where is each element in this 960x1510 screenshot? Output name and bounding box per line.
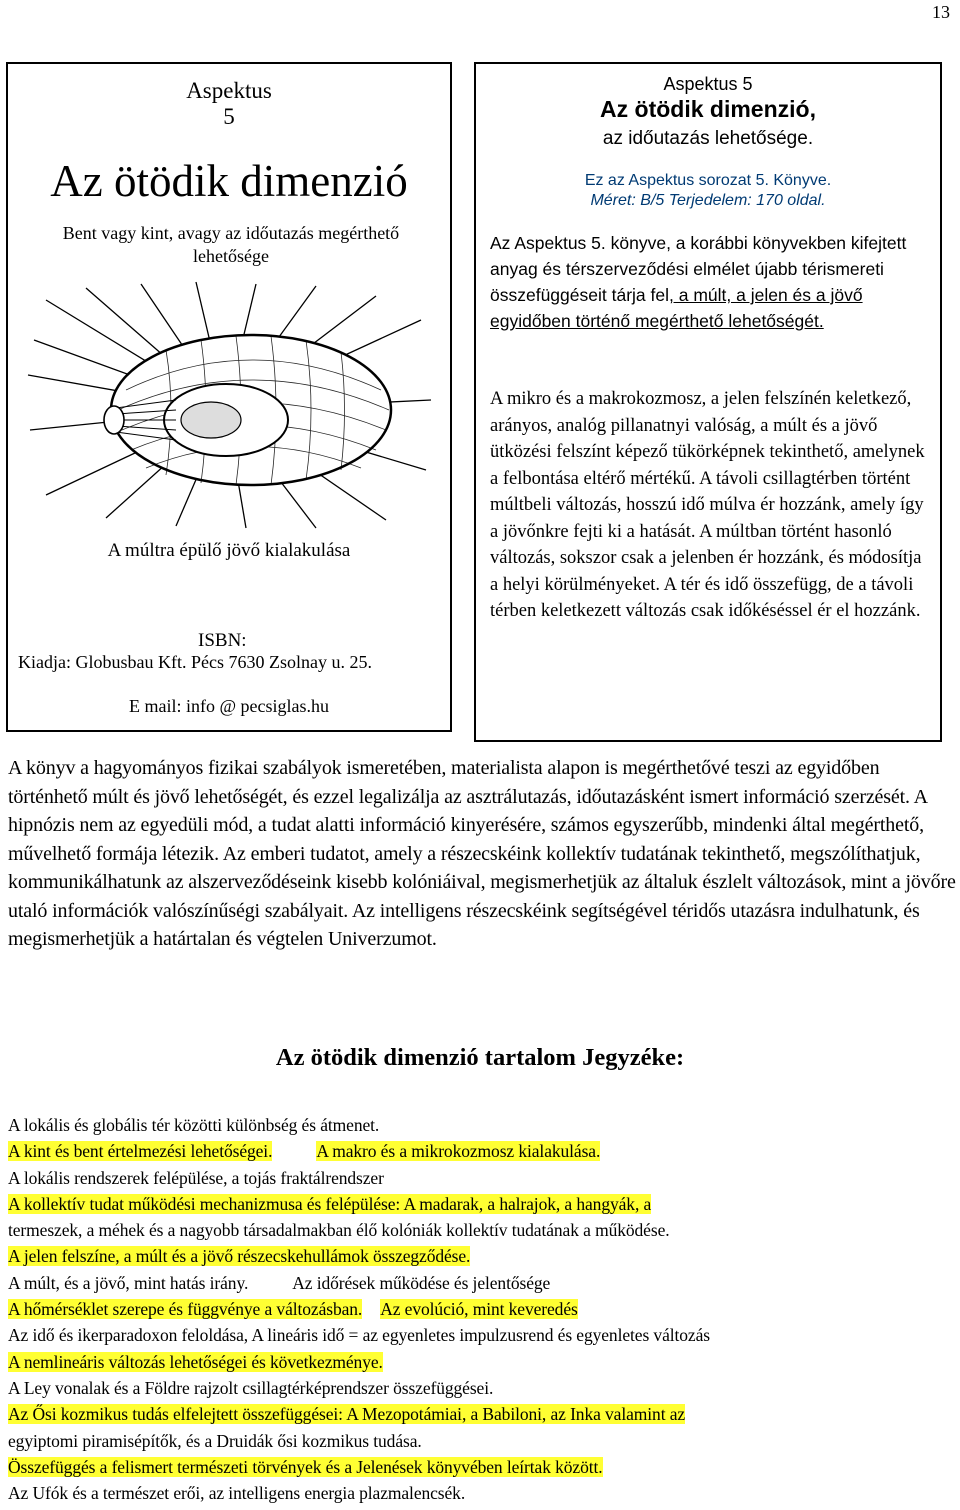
main-paragraph: A könyv a hagyományos fizikai szabályok ismeretében, materialista alapon is megérthetővé teszi az egyidőben történhető múlt és jövő lehetőségét, és ezzel legalizálja az asztrálutazás, időutazásként ismert információ szerzését. A hipnózis nem az egyedüli mód, a tudat alatti információ kinyerésére, számos egyszerűbb, mindenki által megérthető, művelhető formája létezik. Az emberi tudatot, amely a részecskéink kollektív tudatának tekinthető, megszólíthatjuk, kommunikálhatunk az alszerveződéseink kisebb kolóniáival, megismerhetjük az általuk észlelt változások, mint a jövőre utaló információk valószínűségi szabályait. Az intelligens részecskéink segítségével téridős utazásra indulhatunk, és megismerhetjük a határtalan és végtelen Univerzumot. [8,757,956,950]
cover-series [8,78,450,130]
toc-line [8,1270,958,1296]
toc-line [8,1454,958,1480]
desc-paragraph-2: A mikro és a makrokozmosz, a jelen felszínén keletkező, arányos, analóg pillanatnyi valóság, a múlt és a jövő ütközési felszínt képező tükörképnek tekinthető, amelynek a felbontása eltérő mértékű. A távoli csillagtérben történt múltbeli változás, hosszú idő múlva ér hozzánk, amely így a jövőnkre fejti ki a hatását. A múltban történt hasonló változás, sokszor csak a jelenben ér hozzánk, és módosítja a helyi körülményeket. A tér és idő összefügg, de a távoli térben keletkezett változás csak időkéséssel ér el hozzánk. [490,389,925,621]
toc-text: A Ley vonalak és a Földre rajzolt csillagtérképrendszer összefüggései. [8,1377,494,1398]
toc-text: Az Ufók és a természet erői, az intelligens energia plazmalencsék. [8,1483,466,1504]
description-box [474,62,942,742]
toc-text: A lokális rendszerek felépülése, a tojás fraktálrendszer [8,1167,384,1188]
desc-label: Aspektus 5 [663,74,753,94]
toc-line [8,1165,958,1191]
cover-series-name: Aspektus [186,78,272,103]
toc-line [8,1138,958,1164]
toc-text-highlighted: A jelen felszíne, a múlt és a jövő részecskehullámok összegződése. [8,1246,471,1267]
radiolarian-illustration-icon [26,280,436,530]
cover-publisher: Kiadja: Globusbau Kft. Pécs 7630 Zsolnay u. 25. [18,652,372,672]
toc-line [8,1375,958,1401]
cover-subtitle: Bent vagy kint, avagy az időutazás megérthető lehetősége [62,223,400,266]
toc-text-highlighted: A kint és bent értelmezési lehetőségei. [8,1141,273,1162]
desc-paragraph-1 [490,230,932,334]
toc-line [8,1349,958,1375]
desc-title: Az ötödik dimenzió, [600,96,816,122]
toc-line [8,1112,958,1138]
toc-text: Az idő és ikerparadoxon feloldása, A lineáris idő = az egyenletes impulzusrend és egyenletes változás [8,1325,710,1346]
page-number: 13 [932,2,950,22]
cover-isbn: ISBN: [198,630,247,651]
cover-series-number: 5 [223,104,235,129]
toc-text-highlighted: A hőmérséklet szerepe és függvénye a változásban. [8,1299,363,1320]
toc-list [8,1112,958,1506]
toc-text-highlighted: Az Ősi kozmikus tudás elfelejtett összefüggései: A Mezopotámiai, a Babiloni, az Inka valamint az [8,1404,686,1425]
toc-text-highlighted: Az evolúció, mint keveredés [380,1299,578,1320]
toc-heading: Az ötödik dimenzió tartalom Jegyzéke: [275,1044,685,1071]
toc-line [8,1322,958,1348]
toc-text-highlighted: A nemlineáris változás lehetőségei és következménye. [8,1351,383,1372]
cover-title: Az ötödik dimenzió [50,156,408,206]
toc-text-highlighted: Összefüggés a felismert természeti törvények és a Jelenések könyvében leírtak között. [8,1456,603,1477]
toc-text: egyiptomi piramisépítők, és a Druidák ősi kozmikus tudása. [8,1430,422,1451]
toc-line [8,1191,958,1217]
toc-line [8,1243,958,1269]
cover-caption: A múltra épülő jövő kialakulása [107,540,351,561]
toc-line [8,1401,958,1427]
toc-line [8,1428,958,1454]
cover-email: E mail: info @ pecsiglas.hu [128,696,330,716]
toc-text-highlighted: A kollektív tudat működési mechanizmusa és felépülése: A madarak, a halrajok, a hangyák, a [8,1193,652,1214]
toc-line [8,1217,958,1243]
toc-line [8,1480,958,1506]
book-cover [6,62,452,732]
toc-text: A lokális és globális tér közötti különbség és átmenet. [8,1115,380,1135]
toc-line [8,1296,958,1322]
desc-p1-text: Az Aspektus 5. könyve, a korábbi könyvekben kifejtett anyag és térszerveződési elmélet újabb térismereti összefüggéseit tárja fel [490,233,907,305]
desc-series: Ez az Aspektus sorozat 5. Könyve. [584,172,832,189]
toc-text-highlighted: A makro és a mikrokozmosz kialakulása. [316,1141,601,1162]
toc-text: A múlt, és a jövő, mint hatás irány. [8,1272,249,1293]
desc-p1-underlined: , a múlt, a jelen és a jövő egyidőben történő megérthető lehetőségét. [490,285,863,331]
desc-size: Méret: B/5 Terjedelem: 170 oldal. [590,192,826,209]
toc-text: termeszek, a méhek és a nagyobb társadalmakban élő kolóniák kollektív tudatának a működése. [8,1220,670,1241]
desc-subtitle: az időutazás lehetősége. [602,128,814,149]
toc-text: Az időrések működése és jelentősége [292,1272,551,1293]
